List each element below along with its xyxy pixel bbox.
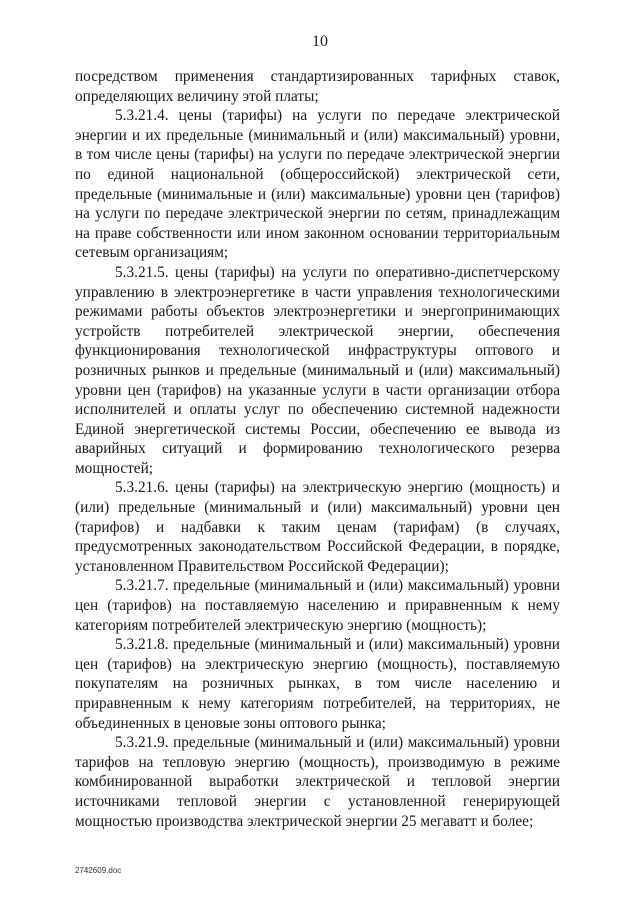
paragraph-continuation: посредством применения стандартизированных тарифных ставок, определяющих величину этой платы;: [75, 68, 560, 105]
page-number: 10: [312, 33, 328, 50]
document-body: [75, 67, 560, 831]
paragraph-5-3-21-9: 5.3.21.9. предельные (минимальный и (или) максимальный) уровни тарифов на тепловую энергию (мощность), производимую в режиме комбинированной выработки электрической и тепловой энергии источниками тепловой энергии с установленной генерирующей мощностью производства электрической энергии 25 мегаватт и более;: [75, 734, 560, 830]
paragraph-5-3-21-4: 5.3.21.4. цены (тарифы) на услуги по передаче электрической энергии и их предельные (минимальный и (или) максимальный) уровни, в том числе цены (тарифы) на услуги по передаче электрической энергии по единой национальной (общероссийской) электрической сети, предельные (минимальные и (или) максимальные) уровни цен (тарифов) на услуги по передаче электрической энергии по сетям, принадлежащим на праве собственности или ином законном основании территориальным сетевым организациям;: [75, 107, 560, 262]
paragraph-5-3-21-5: 5.3.21.5. цены (тарифы) на услуги по оперативно-диспетчерскому управлению в электроэнергетике в части управления технологическими режимами работы объектов электроэнергетики и энергопринимающих устройств потребителей электрической энергии, обеспечения функционирования технологической инфраструктуры оптового и розничных рынков и предельные (минимальный и (или) максимальный) уровни цен (тарифов) на указанные услуги в части организации отбора исполнителей и оплаты услуг по обеспечению системной надежности Единой энергетической системы России, обеспечению ее вывода из аварийных ситуаций и формированию технологического резерва мощностей;: [75, 263, 560, 477]
paragraph-5-3-21-7: 5.3.21.7. предельные (минимальный и (или) максимальный) уровни цен (тарифов) на поставляемую населению и приравненным к нему категориям потребителей электрическую энергию (мощность);: [75, 577, 560, 634]
paragraph-5-3-21-6: 5.3.21.6. цены (тарифы) на электрическую энергию (мощность) и (или) предельные (минимальный и (или) максимальный) уровни цен (тарифов) и надбавки к таким ценам (тарифам) (в случаях, предусмотренных законодательством Российской Федерации, в порядке, установленном Правительством Российской Федерации);: [75, 479, 560, 575]
footer-file-name: 2742609.doc: [75, 866, 122, 875]
paragraph-5-3-21-8: 5.3.21.8. предельные (минимальный и (или) максимальный) уровни цен (тарифов) на электрическую энергию (мощность), поставляемую покупателям на розничных рынках, в том числе населению и приравненным к нему категориям потребителей, на территориях, не объединенных в ценовые зоны оптового рынка;: [75, 636, 560, 732]
